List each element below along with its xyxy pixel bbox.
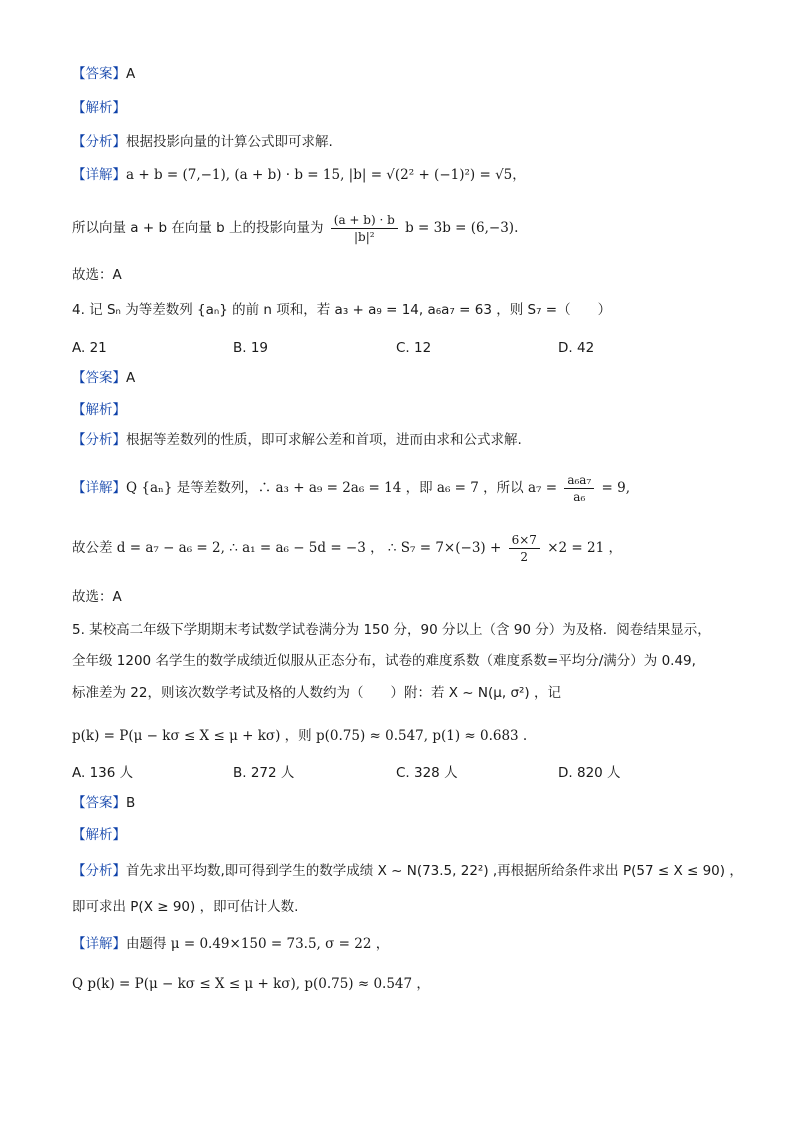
answer-value: A xyxy=(126,370,136,386)
answer-tag: 【答案】 xyxy=(72,370,126,386)
projection-suffix: b = 3b = (6,−3). xyxy=(405,220,519,236)
detail-line-q4 xyxy=(72,468,630,508)
fenxi-line-q5 xyxy=(72,861,743,881)
q4-option-a: A. 21 xyxy=(72,340,107,356)
fenxi-text: 根据投影向量的计算公式即可求解. xyxy=(126,134,333,150)
fraction-denominator: a₆ xyxy=(573,489,586,504)
question-5-stem-line3: 标准差为 22，则该次数学考试及格的人数约为（ ）附：若 X ~ N(μ, σ²) ，记 xyxy=(72,685,561,701)
conclusion-q3: 故选：A xyxy=(72,267,122,283)
answer-tag: 【答案】 xyxy=(72,795,126,811)
detail-tag: 【详解】 xyxy=(72,480,126,496)
fenxi-line-q4 xyxy=(72,430,522,450)
fenxi-text: 首先求出平均数,即可得到学生的数学成绩 X ~ N(73.5, 22²) ,再根据所给条件求出 P(57 ≤ X ≤ 90) ， xyxy=(126,863,743,879)
q4-option-b: B. 19 xyxy=(233,340,269,356)
detail-tag: 【详解】 xyxy=(72,167,126,183)
answer-line-q3 xyxy=(72,64,135,84)
answer-line-q5 xyxy=(72,793,135,813)
detail-fraction xyxy=(564,472,594,505)
q5-option-b: B. 272 人 xyxy=(233,765,295,781)
question-4-stem: 4. 记 Sₙ 为等差数列 {aₙ} 的前 n 项和，若 a₃ + a₉ = 14, a₆a₇ = 63 ，则 S₇ =（ ） xyxy=(72,302,612,318)
fenxi-line-q3 xyxy=(72,132,333,152)
analysis-heading-q3 xyxy=(72,98,126,118)
q4-option-c: C. 12 xyxy=(396,340,432,356)
q5-option-a: A. 136 人 xyxy=(72,765,134,781)
detail-line-q3 xyxy=(72,165,526,185)
analysis-heading-q4 xyxy=(72,400,126,420)
fenxi-text: 根据等差数列的性质，即可求解公差和首项，进而由求和公式求解. xyxy=(126,432,522,448)
line2-fraction xyxy=(509,532,540,565)
fenxi-line2-q5: 即可求出 P(X ≥ 90) ，即可估计人数. xyxy=(72,899,299,915)
fraction-numerator: a₆a₇ xyxy=(564,472,594,489)
question-5-stem-line1: 5. 某校高二年级下学期期末考试数学试卷满分为 150 分，90 分以上（含 90 分）为及格．阅卷结果显示， xyxy=(72,622,711,638)
detail-line2-q5: Q p(k) = P(μ − kσ ≤ X ≤ μ + kσ), p(0.75) ≈ 0.547 ， xyxy=(72,976,430,992)
analysis-tag: 【解析】 xyxy=(72,827,126,843)
detail-tail: = 9, xyxy=(601,480,631,496)
q5-option-d: D. 820 人 xyxy=(558,765,621,781)
projection-numerator: (a + b) · b xyxy=(331,212,398,229)
detail-main: Q {aₙ} 是等差数列，∴ a₃ + a₉ = 2a₆ = 14 ，即 a₆ = 7 ，所以 a₇ = xyxy=(126,480,558,496)
analysis-tag: 【解析】 xyxy=(72,402,126,418)
fenxi-tag: 【分析】 xyxy=(72,134,126,150)
detail-tag: 【详解】 xyxy=(72,936,126,952)
detail-line-q5 xyxy=(72,934,389,954)
answer-line-q4 xyxy=(72,368,135,388)
detail-line2-q4 xyxy=(72,528,622,568)
fraction-numerator: 6×7 xyxy=(509,532,540,549)
q5-option-c: C. 328 人 xyxy=(396,765,458,781)
question-5-stem-line4: p(k) = P(μ − kσ ≤ X ≤ μ + kσ) ，则 p(0.75) ≈ 0.547, p(1) ≈ 0.683 . xyxy=(72,728,528,744)
projection-denominator: |b|² xyxy=(354,229,375,244)
answer-value: B xyxy=(126,795,136,811)
line2-suffix: ×2 = 21 ， xyxy=(547,540,622,556)
projection-prefix: 所以向量 a + b 在向量 b 上的投影向量为 xyxy=(72,220,324,236)
detail-formula: a + b = (7,−1), (a + b) · b = 15, |b| = √(2² + (−1)²) = √5， xyxy=(126,167,526,183)
q4-option-d: D. 42 xyxy=(558,340,595,356)
analysis-heading-q5 xyxy=(72,825,126,845)
detail-line1: 由题得 μ = 0.49×150 = 73.5, σ = 22 ， xyxy=(126,936,390,952)
line2-prefix: 故公差 d = a₇ − a₆ = 2, ∴ a₁ = a₆ − 5d = −3 ， ∴ S₇ = 7×(−3) + xyxy=(72,540,502,556)
question-5-stem-line2: 全年级 1200 名学生的数学成绩近似服从正态分布，试卷的难度系数（难度系数=平均分/满分）为 0.49, xyxy=(72,653,696,669)
answer-tag: 【答案】 xyxy=(72,66,126,82)
analysis-tag: 【解析】 xyxy=(72,100,126,116)
conclusion-q4: 故选：A xyxy=(72,589,122,605)
fenxi-tag: 【分析】 xyxy=(72,863,126,879)
projection-fraction xyxy=(331,212,398,245)
fraction-denominator: 2 xyxy=(520,549,529,564)
fenxi-tag: 【分析】 xyxy=(72,432,126,448)
answer-value: A xyxy=(126,66,136,82)
projection-line xyxy=(72,208,518,248)
